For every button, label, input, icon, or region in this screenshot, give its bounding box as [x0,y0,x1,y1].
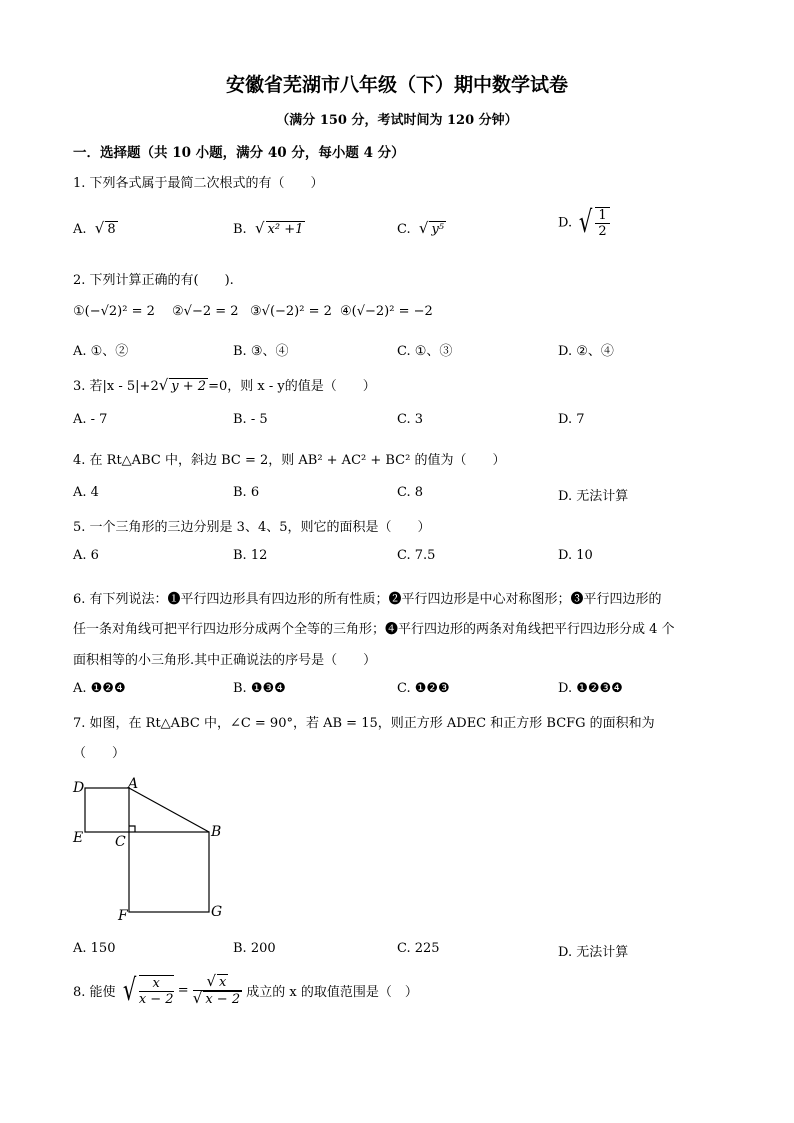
q7-option-c: C. 225 [397,941,440,956]
q1-option-c: C. √ y⁵ [397,219,445,237]
page-subtitle: （满分 150 分，考试时间为 120 分钟） [276,113,518,128]
question-6-line-2: 任一条对角线可把平行四边形分成两个全等的三角形；❹平行四边形的两条对角线把平行四边形分成 4 个 [73,622,675,637]
question-1-stem: 1. 下列各式属于最简二次根式的有（ ） [73,176,324,191]
q6-option-a: A. ❶❷❹ [73,681,126,696]
q3-option-a: A. - 7 [73,412,108,427]
question-6-line-3: 面积相等的小三角形.其中正确说法的序号是（ ） [73,653,377,668]
q2-expr-4: ④(√−2)² = −2 [340,304,433,319]
question-4-stem: 4. 在 Rt△ABC 中，斜边 BC = 2，则 AB² + AC² + BC² 的值为（ ） [73,453,506,468]
q6-option-c: C. ❶❷❸ [397,681,450,696]
q5-option-a: A. 6 [73,548,99,563]
question-3-stem: 3. 若|x - 5|+2√ y + 2 =0，则 x - y的值是（ ） [73,376,376,394]
q7-option-b: B. 200 [233,941,276,956]
square-adec [85,788,129,832]
q4-option-c: C. 8 [397,485,424,500]
q1-option-d: D. √ $\frac{1}{2}$ [558,207,610,239]
q7-option-a: A. 150 [73,941,116,956]
q2-option-c: C. ①、③ [397,344,453,359]
q7-option-d: D. 无法计算 [558,945,629,960]
label-b: B [211,824,222,840]
section-heading: 一．选择题（共 10 小题，满分 40 分，每小题 4 分） [73,145,405,161]
label-d: D [73,780,85,796]
q1-option-a: A. √ 8 [73,219,116,237]
q2-expr-2: ②√−2 = 2 [172,304,239,319]
question-2-stem: 2. 下列计算正确的有( ). [73,273,234,288]
question-5-stem: 5. 一个三角形的三边分别是 3、4、5，则它的面积是（ ） [73,520,431,535]
label-e: E [73,830,84,846]
q5-option-d: D. 10 [558,548,593,563]
page-title: 安徽省芜湖市八年级（下）期中数学试卷 [225,74,568,96]
q3-option-c: C. 3 [397,412,424,427]
square-bcfg [129,832,209,912]
question-8-stem: 8. 能使 √ $\frac{x}{x - 2}$ = $\frac{√ x}{√ x - 2}$ 成立的 x 的取值范围是（ ） [73,972,418,1008]
q3-option-b: B. - 5 [233,412,268,427]
label-f: F [118,908,128,924]
question-7-line-1: 7. 如图，在 Rt△ABC 中，∠C = 90°，若 AB = 15，则正方形 ADEC 和正方形 BCFG 的面积和为 [73,716,655,731]
q2-expr-1: ①(−√2)² = 2 [73,304,155,319]
hypotenuse-ab [129,788,209,832]
q2-option-b: B. ③、④ [233,344,289,359]
question-7-line-2: （ ） [73,746,126,761]
label-a: A [128,776,139,792]
q1-option-b: B. √ x² +1 [233,219,304,237]
right-angle-mark [129,826,135,832]
label-c: C [115,834,126,850]
q6-option-d: D. ❶❷❸❹ [558,681,623,696]
q5-option-c: C. 7.5 [397,548,436,563]
q2-expr-3: ③√(−2)² = 2 [250,304,332,319]
label-g: G [211,904,223,920]
question-6-line-1: 6. 有下列说法：❶平行四边形具有四边形的所有性质；❷平行四边形是中心对称图形；❸平行四边形的 [73,592,662,607]
q2-option-d: D. ②、④ [558,344,614,359]
q3-option-d: D. 7 [558,412,585,427]
q2-option-a: A. ①、② [73,344,129,359]
q7-geometry-figure [66,774,236,924]
q4-option-b: B. 6 [233,485,260,500]
q4-option-a: A. 4 [73,485,99,500]
q6-option-b: B. ❶❸❹ [233,681,286,696]
q4-option-d: D. 无法计算 [558,489,629,504]
q5-option-b: B. 12 [233,548,268,563]
